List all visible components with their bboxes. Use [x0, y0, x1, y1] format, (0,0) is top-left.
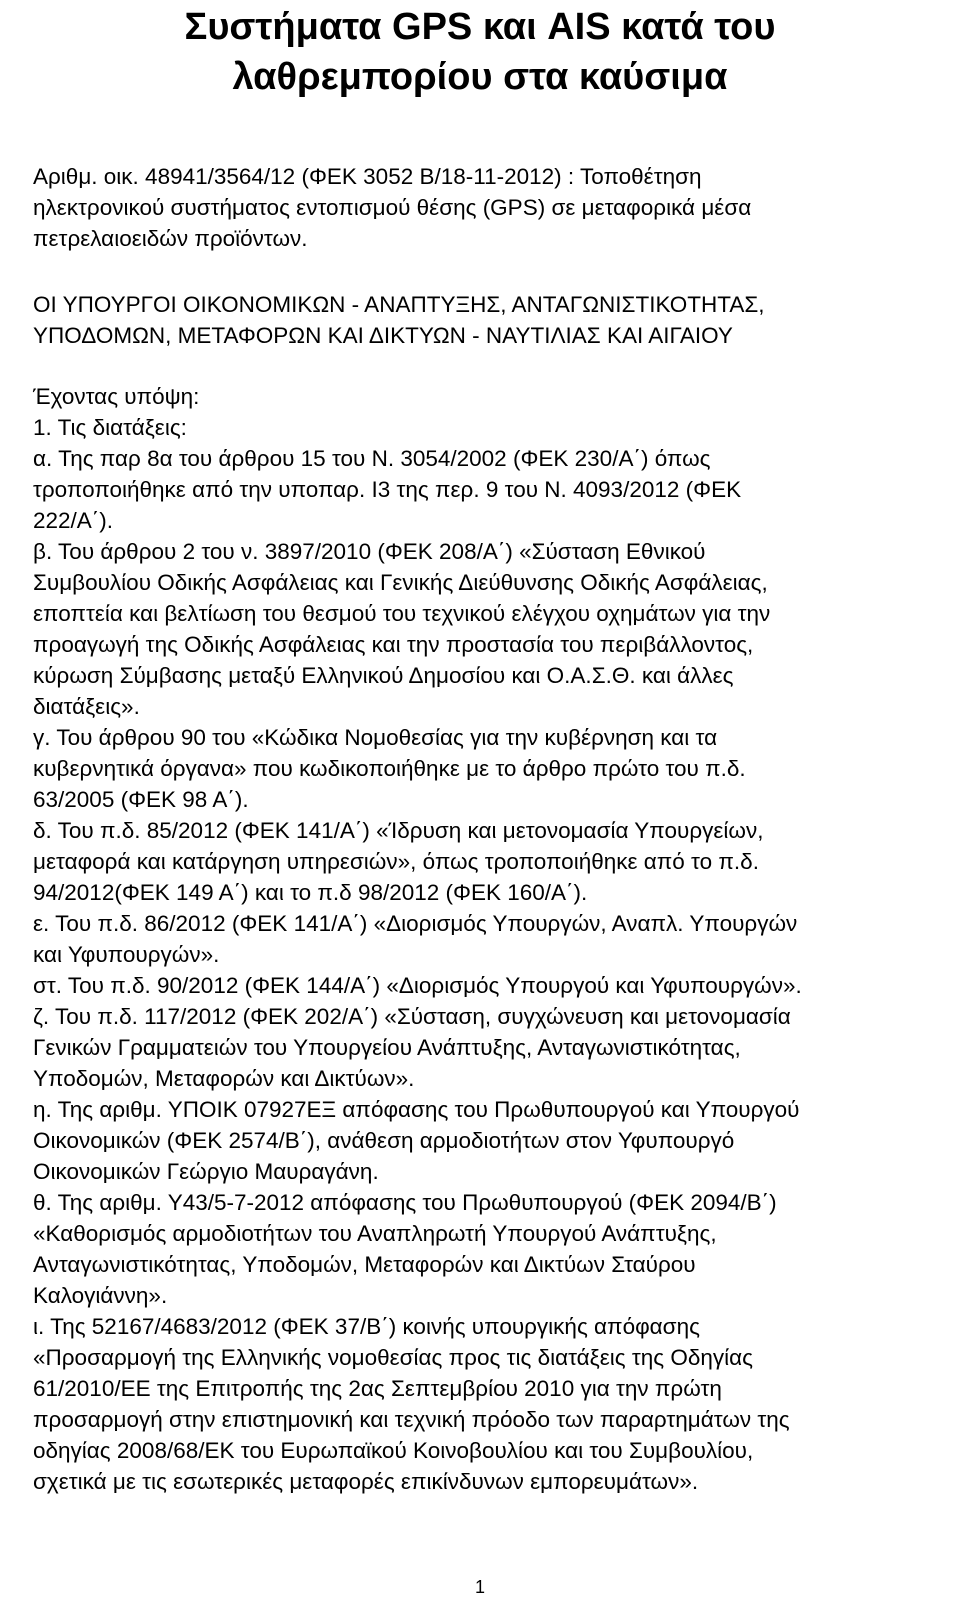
text-line: «Προσαρμογή της Ελληνικής νομοθεσίας προς τις διατάξεις της Οδηγίας — [33, 1345, 754, 1370]
text-line: η. Της αριθμ. ΥΠΟΙΚ 07927ΕΞ απόφασης του Πρωθυπουργού και Υπουργού — [33, 1097, 800, 1122]
text-line: και Υφυπουργών». — [33, 942, 220, 967]
text-line: κυβερνητικά όργανα» που κωδικοποιήθηκε με το άρθρο πρώτο του π.δ. — [33, 756, 746, 781]
text-line: προαγωγή της Οδικής Ασφάλειας και την προστασία του περιβάλλοντος, — [33, 632, 754, 657]
text-line: ηλεκτρονικού συστήματος εντοπισμού θέσης (GPS) σε μεταφορικά μέσα — [33, 195, 752, 220]
text-line: πετρελαιοειδών προϊόντων. — [33, 226, 308, 251]
text-line: α. Της παρ 8α του άρθρου 15 του Ν. 3054/2002 (ΦΕΚ 230/Α΄) όπως — [33, 446, 711, 471]
text-line: 61/2010/ΕΕ της Επιτροπής της 2ας Σεπτεμβρίου 2010 για την πρώτη — [33, 1376, 722, 1401]
text-line: Αριθμ. οικ. 48941/3564/12 (ΦΕΚ 3052 Β/18-11-2012) : Τοποθέτηση — [33, 164, 702, 189]
text-line: 222/Α΄). — [33, 508, 114, 533]
document-title — [0, 2, 960, 102]
text-line: στ. Του π.δ. 90/2012 (ΦΕΚ 144/Α΄) «Διορισμός Υπουργού και Υφυπουργών». — [33, 973, 802, 998]
page-number: 1 — [474, 1577, 485, 1597]
text-line: Συμβουλίου Οδικής Ασφάλειας και Γενικής Διεύθυνσης Οδικής Ασφάλειας, — [33, 570, 768, 595]
text-line: μεταφορά και κατάργηση υπηρεσιών», όπως τροποποιήθηκε από το π.δ. — [33, 849, 759, 874]
text-line: τροποποιήθηκε από την υποπαρ. Ι3 της περ. 9 του Ν. 4093/2012 (ΦΕΚ — [33, 477, 742, 502]
text-line: Γενικών Γραμματειών του Υπουργείου Ανάπτυξης, Ανταγωνιστικότητας, — [33, 1035, 741, 1060]
text-line: ζ. Του π.δ. 117/2012 (ΦΕΚ 202/Α΄) «Σύσταση, συγχώνευση και μετονομασία — [33, 1004, 791, 1029]
text-line: κύρωση Σύμβασης μεταξύ Ελληνικού Δημοσίου και Ο.Α.Σ.Θ. και άλλες — [33, 663, 734, 688]
text-line: προσαρμογή στην επιστημονική και τεχνική πρόοδο των παραρτημάτων της — [33, 1407, 790, 1432]
text-line: ι. Της 52167/4683/2012 (ΦΕΚ 37/Β΄) κοινής υπουργικής απόφασης — [33, 1314, 700, 1339]
text-line: «Καθορισμός αρμοδιοτήτων του Αναπληρωτή Υπουργού Ανάπτυξης, — [33, 1221, 717, 1246]
text-line: ε. Του π.δ. 86/2012 (ΦΕΚ 141/Α΄) «Διορισμός Υπουργών, Αναπλ. Υπουργών — [33, 911, 798, 936]
text-line: δ. Του π.δ. 85/2012 (ΦΕΚ 141/Α΄) «Ίδρυση και μετονομασία Υπουργείων, — [33, 818, 764, 843]
title-line: Συστήματα GPS και AIS κατά του — [184, 6, 776, 48]
text-line: Έχοντας υπόψη: — [33, 384, 200, 409]
considering-section — [33, 381, 953, 1497]
text-line: 1. Τις διατάξεις: — [33, 415, 187, 440]
text-line: Υποδομών, Μεταφορών και Δικτύων». — [33, 1066, 415, 1091]
text-line: οδηγίας 2008/68/ΕΚ του Ευρωπαϊκού Κοινοβουλίου και του Συμβουλίου, — [33, 1438, 754, 1463]
text-line: θ. Της αριθμ. Υ43/5-7-2012 απόφασης του Πρωθυπουργού (ΦΕΚ 2094/Β΄) — [33, 1190, 777, 1215]
text-line: σχετικά με τις εσωτερικές μεταφορές επικίνδυνων εμπορευμάτων». — [33, 1469, 699, 1494]
text-line: ΥΠΟΔΟΜΩΝ, ΜΕΤΑΦΟΡΩΝ ΚΑΙ ΔΙΚΤΥΩΝ - ΝΑΥΤΙΛΙΑΣ ΚΑΙ ΑΙΓΑΙΟΥ — [33, 323, 733, 348]
text-line: Οικονομικών Γεώργιο Μαυραγάνη. — [33, 1159, 379, 1184]
text-line: 94/2012(ΦΕΚ 149 Α΄) και το π.δ 98/2012 (ΦΕΚ 160/Α΄). — [33, 880, 588, 905]
text-line: Καλογιάννη». — [33, 1283, 168, 1308]
ministers-heading — [33, 289, 953, 351]
text-line: διατάξεις». — [33, 694, 140, 719]
text-line: γ. Του άρθρου 90 του «Κώδικα Νομοθεσίας για την κυβέρνηση και τα — [33, 725, 718, 750]
text-line: Ανταγωνιστικότητας, Υποδομών, Μεταφορών και Δικτύων Σταύρου — [33, 1252, 696, 1277]
text-line: εποπτεία και βελτίωση του θεσμού του τεχνικού ελέγχου οχημάτων για την — [33, 601, 771, 626]
text-line: Οικονομικών (ΦΕΚ 2574/Β΄), ανάθεση αρμοδιοτήτων στον Υφυπουργό — [33, 1128, 735, 1153]
title-line: λαθρεμπορίου στα καύσιμα — [232, 56, 728, 98]
text-line: 63/2005 (ΦΕΚ 98 Α΄). — [33, 787, 249, 812]
text-line: ΟΙ ΥΠΟΥΡΓΟΙ ΟΙΚΟΝΟΜΙΚΩΝ - ΑΝΑΠΤΥΞΗΣ, ΑΝΤΑΓΩΝΙΣΤΙΚΟΤΗΤΑΣ, — [33, 292, 765, 317]
decision-heading — [33, 161, 953, 254]
text-line: β. Του άρθρου 2 του ν. 3897/2010 (ΦΕΚ 208/Α΄) «Σύσταση Εθνικού — [33, 539, 706, 564]
